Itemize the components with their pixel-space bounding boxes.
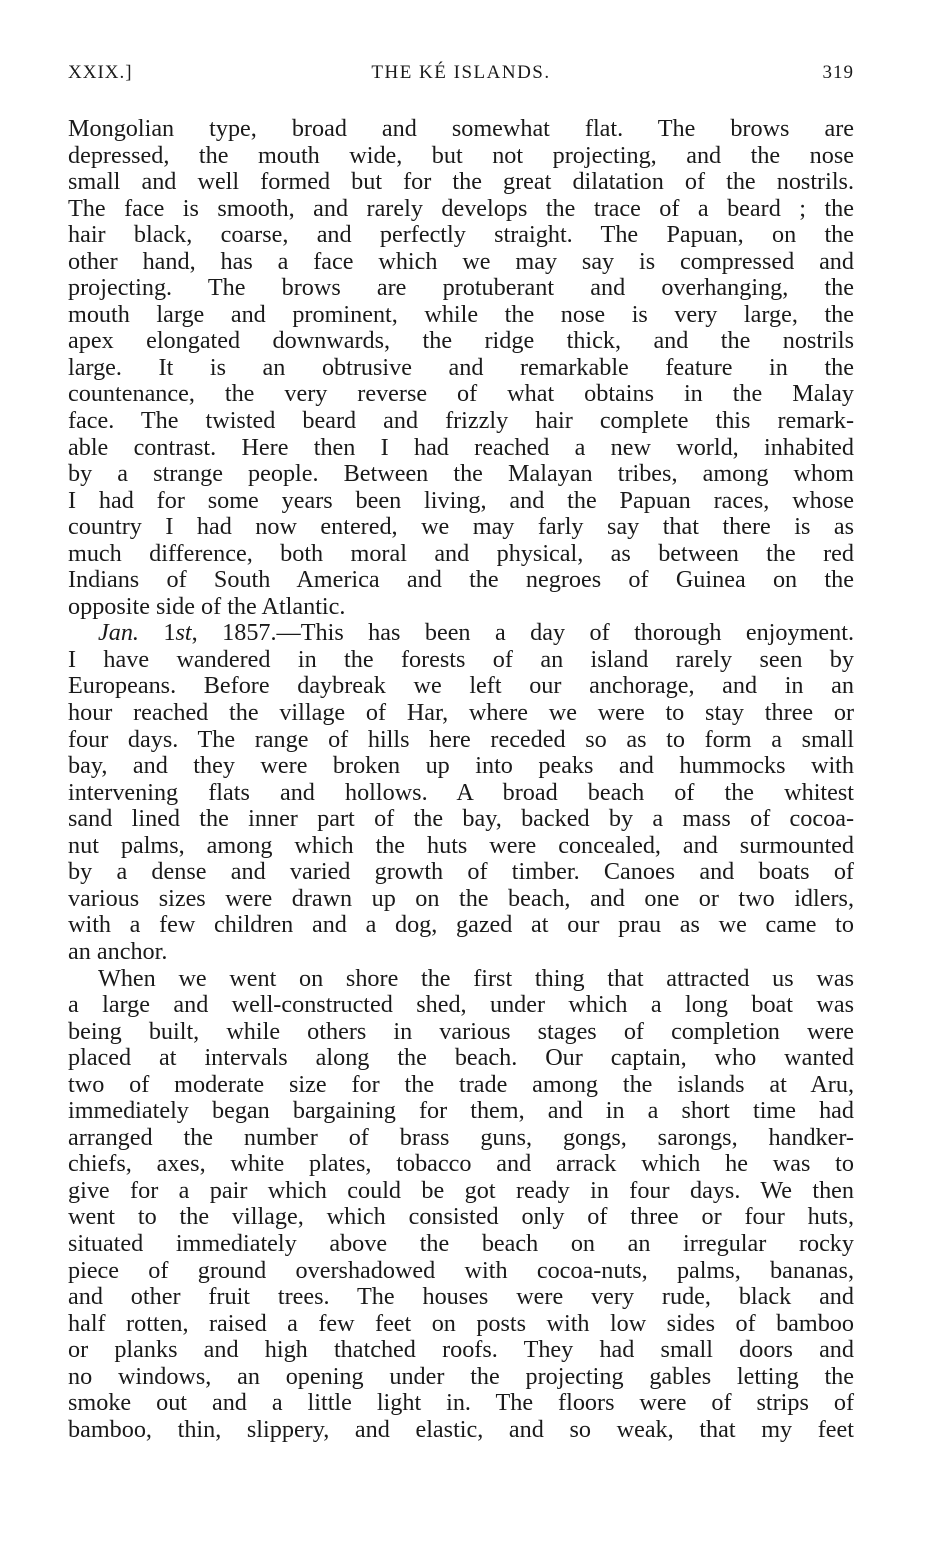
text-line: much difference, both moral and physical, as between the red — [68, 539, 854, 567]
text-line: mouth large and prominent, while the nose is very large, the — [68, 300, 854, 328]
text-line: countenance, the very reverse of what obtains in the Malay — [68, 380, 854, 408]
text-line: other hand, has a face which we may say is compressed and — [68, 247, 854, 275]
text-line: chiefs, axes, white plates, tobacco and arrack which he was to — [68, 1150, 854, 1178]
text-line: being built, while others in various stages of completion were — [68, 1017, 854, 1045]
text-line: and other fruit trees. The houses were very rude, black and — [68, 1283, 854, 1311]
text-line: piece of ground overshadowed with cocoa-nuts, palms, bananas, — [68, 1256, 854, 1284]
running-header — [68, 62, 854, 86]
text-line: by a dense and varied growth of timber. Canoes and boats of — [68, 858, 854, 886]
text-line: smoke out and a little light in. The floors were of strips of — [68, 1389, 854, 1417]
text-line: nut palms, among which the huts were concealed, and surmounted — [68, 831, 854, 859]
chapter-number: XXIX.] — [68, 62, 133, 83]
text-line: or planks and high thatched roofs. They had small doors and — [68, 1336, 854, 1364]
text-line: various sizes were drawn up on the beach, and one or two idlers, — [68, 884, 854, 912]
text-line: four days. The range of hills here receded so as to form a small — [68, 725, 854, 753]
text-line: opposite side of the Atlantic. — [68, 592, 346, 620]
text-line: situated immediately above the beach on an irregular rocky — [68, 1229, 854, 1257]
text-line: country I had now entered, we may farly say that there is as — [68, 513, 854, 541]
text-line: large. It is an obtrusive and remarkable feature in the — [68, 353, 854, 381]
running-title: THE KÉ ISLANDS. — [371, 62, 551, 83]
text-line: a large and well-constructed shed, under which a long boat was — [68, 991, 854, 1019]
text-line: by a strange people. Between the Malayan tribes, among whom — [68, 460, 854, 488]
text-line: face. The twisted beard and frizzly hair complete this remark- — [68, 407, 854, 435]
text-line: The face is smooth, and rarely develops the trace of a beard ; the — [68, 194, 854, 222]
text-line: bamboo, thin, slippery, and elastic, and so weak, that my feet — [68, 1415, 854, 1443]
text-line: projecting. The brows are protuberant and overhanging, the — [68, 274, 854, 302]
text-line: small and well formed but for the great dilatation of the nostrils. — [68, 168, 854, 196]
text-line: two of moderate size for the trade among the islands at Aru, — [68, 1070, 854, 1098]
text-line: give for a pair which could be got ready in four days. We then — [68, 1176, 854, 1204]
text-line: able contrast. Here then I had reached a new world, inhabited — [68, 433, 854, 461]
text-line: no windows, an opening under the projecting gables letting the — [68, 1362, 854, 1390]
text-line: an anchor. — [68, 937, 168, 965]
text-line: sand lined the inner part of the bay, backed by a mass of cocoa- — [68, 805, 854, 833]
page-number: 319 — [822, 62, 854, 83]
text-line: Jan. 1st, 1857.—This has been a day of thorough enjoyment. — [98, 619, 854, 647]
text-line: Mongolian type, broad and somewhat flat. The brows are — [68, 115, 854, 142]
text-line: with a few children and a dog, gazed at our prau as we came to — [68, 911, 854, 939]
text-line: went to the village, which consisted only of three or four huts, — [68, 1203, 854, 1231]
text-line: immediately began bargaining for them, and in a short time had — [68, 1097, 854, 1125]
body-text — [68, 116, 854, 1443]
text-line: intervening flats and hollows. A broad beach of the whitest — [68, 778, 854, 806]
text-line: bay, and they were broken up into peaks and hummocks with — [68, 752, 854, 780]
text-line: apex elongated downwards, the ridge thick, and the nostrils — [68, 327, 854, 355]
text-line: depressed, the mouth wide, but not projecting, and the nose — [68, 141, 854, 169]
text-line: Europeans. Before daybreak we left our anchorage, and in an — [68, 672, 854, 700]
text-line: I have wandered in the forests of an island rarely seen by — [68, 645, 854, 673]
text-line: hair black, coarse, and perfectly straight. The Papuan, on the — [68, 221, 854, 249]
text-line: placed at intervals along the beach. Our captain, who wanted — [68, 1044, 854, 1072]
text-line: arranged the number of brass guns, gongs, sarongs, handker- — [68, 1123, 854, 1151]
text-line: I had for some years been living, and the Papuan races, whose — [68, 486, 854, 514]
text-line: hour reached the village of Har, where we were to stay three or — [68, 699, 854, 727]
text-line: half rotten, raised a few feet on posts with low sides of bamboo — [68, 1309, 854, 1337]
text-line: When we went on shore the first thing that attracted us was — [98, 964, 854, 992]
text-line: Indians of South America and the negroes of Guinea on the — [68, 566, 854, 594]
